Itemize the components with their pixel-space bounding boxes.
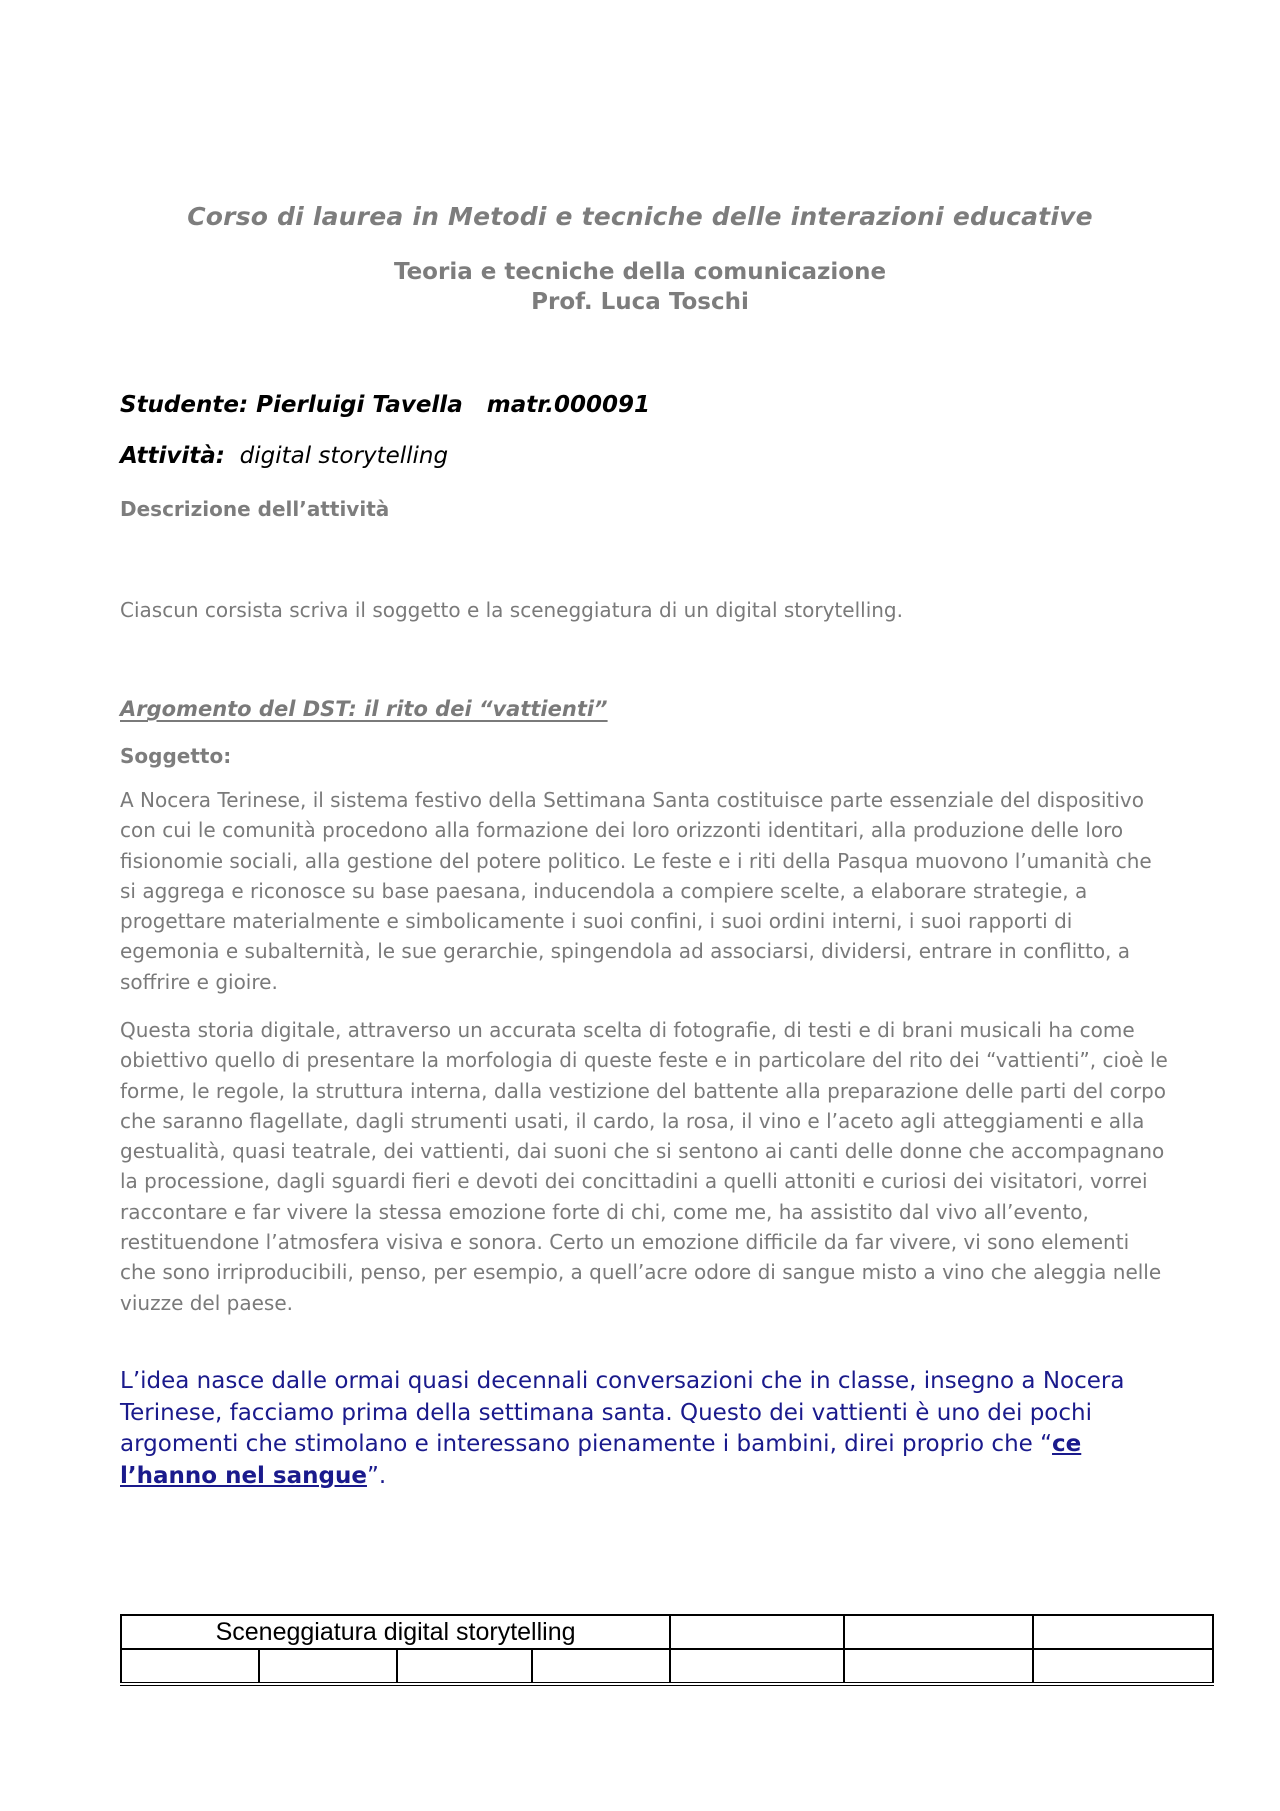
paragraph-2: Questa storia digitale, attraverso un accurata scelta di fotografie, di testi e di brani musicali ha come obiettivo quello di presentare la morfologia di queste feste e in particolare del rito dei “vattienti”, cioè le forme, le regole, la struttura interna, dalla vestizione del battente alla preparazione delle parti del corpo che saranno flagellate, dagli strumenti usati, il cardo, la rosa, il vino e l’aceto agli atteggiamenti e alla gestualità, quasi teatrale, dei vattienti, dai suoni che si sentono ai canti delle donne che accompagnano la processione, dagli sguardi fieri e devoti dei concittadini a quelli attoniti e curiosi dei visitatori, vorrei raccontare e far vivere la stessa emozione forte di chi, come me, ha assistito dal vivo all’evento, restituendone l’atmosfera visiva e sonora. Certo un emozione difficile da far vivere, vi sono elementi che sono irriproducibili, penso, per esempio, a quell’acre odore di sangue misto a vino che aleggia nelle viuzze del paese. — [120, 1018, 1168, 1315]
professor-name: Prof. Luca Toschi — [531, 289, 749, 315]
topic-heading: Argomento del DST: il rito dei “vattienti” — [120, 697, 608, 721]
idea-note-link[interactable]: ce l’hanno nel sangue — [120, 1431, 1082, 1489]
table-cell[interactable] — [121, 1649, 259, 1684]
activity-value: digital storytelling — [225, 443, 449, 469]
table-cell[interactable] — [1033, 1649, 1213, 1684]
subject-block — [0, 257, 1280, 317]
description-heading: Descrizione dell’attività — [120, 497, 390, 521]
course-title: Corso di laurea in Metodi e tecniche delle interazioni educative — [187, 202, 1093, 231]
idea-note-end: ”. — [366, 1462, 387, 1489]
task-text: Ciascun corsista scriva il soggetto e la sceneggiatura di un digital storytelling. — [120, 598, 903, 622]
activity-label: Attività: — [120, 443, 226, 469]
table-cell[interactable] — [670, 1615, 844, 1649]
table-row — [121, 1649, 1213, 1684]
table-cell[interactable] — [259, 1649, 397, 1684]
idea-note-text: L’idea nasce dalle ormai quasi decennali conversazioni che in classe, insegno a Nocera Terinese, facciamo prima della settimana santa. Questo dei vattienti è uno dei pochi argomenti che stimolano e interessano pienamente i bambini, direi proprio che “ — [120, 1368, 1125, 1457]
table-cell[interactable] — [397, 1649, 533, 1684]
table-cell[interactable] — [670, 1649, 844, 1684]
table-cell[interactable] — [1033, 1615, 1213, 1649]
student-line: Studente: Pierluigi Tavella matr.000091 — [120, 392, 651, 418]
activity-line — [120, 443, 448, 469]
table-cell[interactable] — [532, 1649, 670, 1684]
table-cell[interactable] — [844, 1649, 1034, 1684]
table-title-cell: Sceneggiatura digital storytelling — [121, 1615, 670, 1649]
soggetto-label: Soggetto: — [120, 744, 232, 768]
table-row — [121, 1615, 1213, 1649]
paragraph-1: A Nocera Terinese, il sistema festivo della Settimana Santa costituisce parte essenziale del dispositivo con cui le comunità procedono alla formazione dei loro orizzonti identitari, alla produzione delle loro fisionomie sociali, alla gestione del potere politico. Le feste e i riti della Pasqua muovono l’umanità che si aggrega e riconosce su base paesana, inducendola a compiere scelte, a elaborare strategie, a progettare materialmente e simbolicamente i suoi confini, i suoi ordini interni, i suoi rapporti di egemonia e subalternità, le sue gerarchie, spingendola ad associarsi, dividersi, entrare in conflitto, a soffrire e gioire. — [120, 788, 1152, 994]
subject-title: Teoria e tecniche della comunicazione — [393, 259, 887, 285]
idea-note — [120, 1366, 1180, 1492]
table-cell[interactable] — [844, 1615, 1034, 1649]
screenplay-table — [120, 1614, 1214, 1686]
